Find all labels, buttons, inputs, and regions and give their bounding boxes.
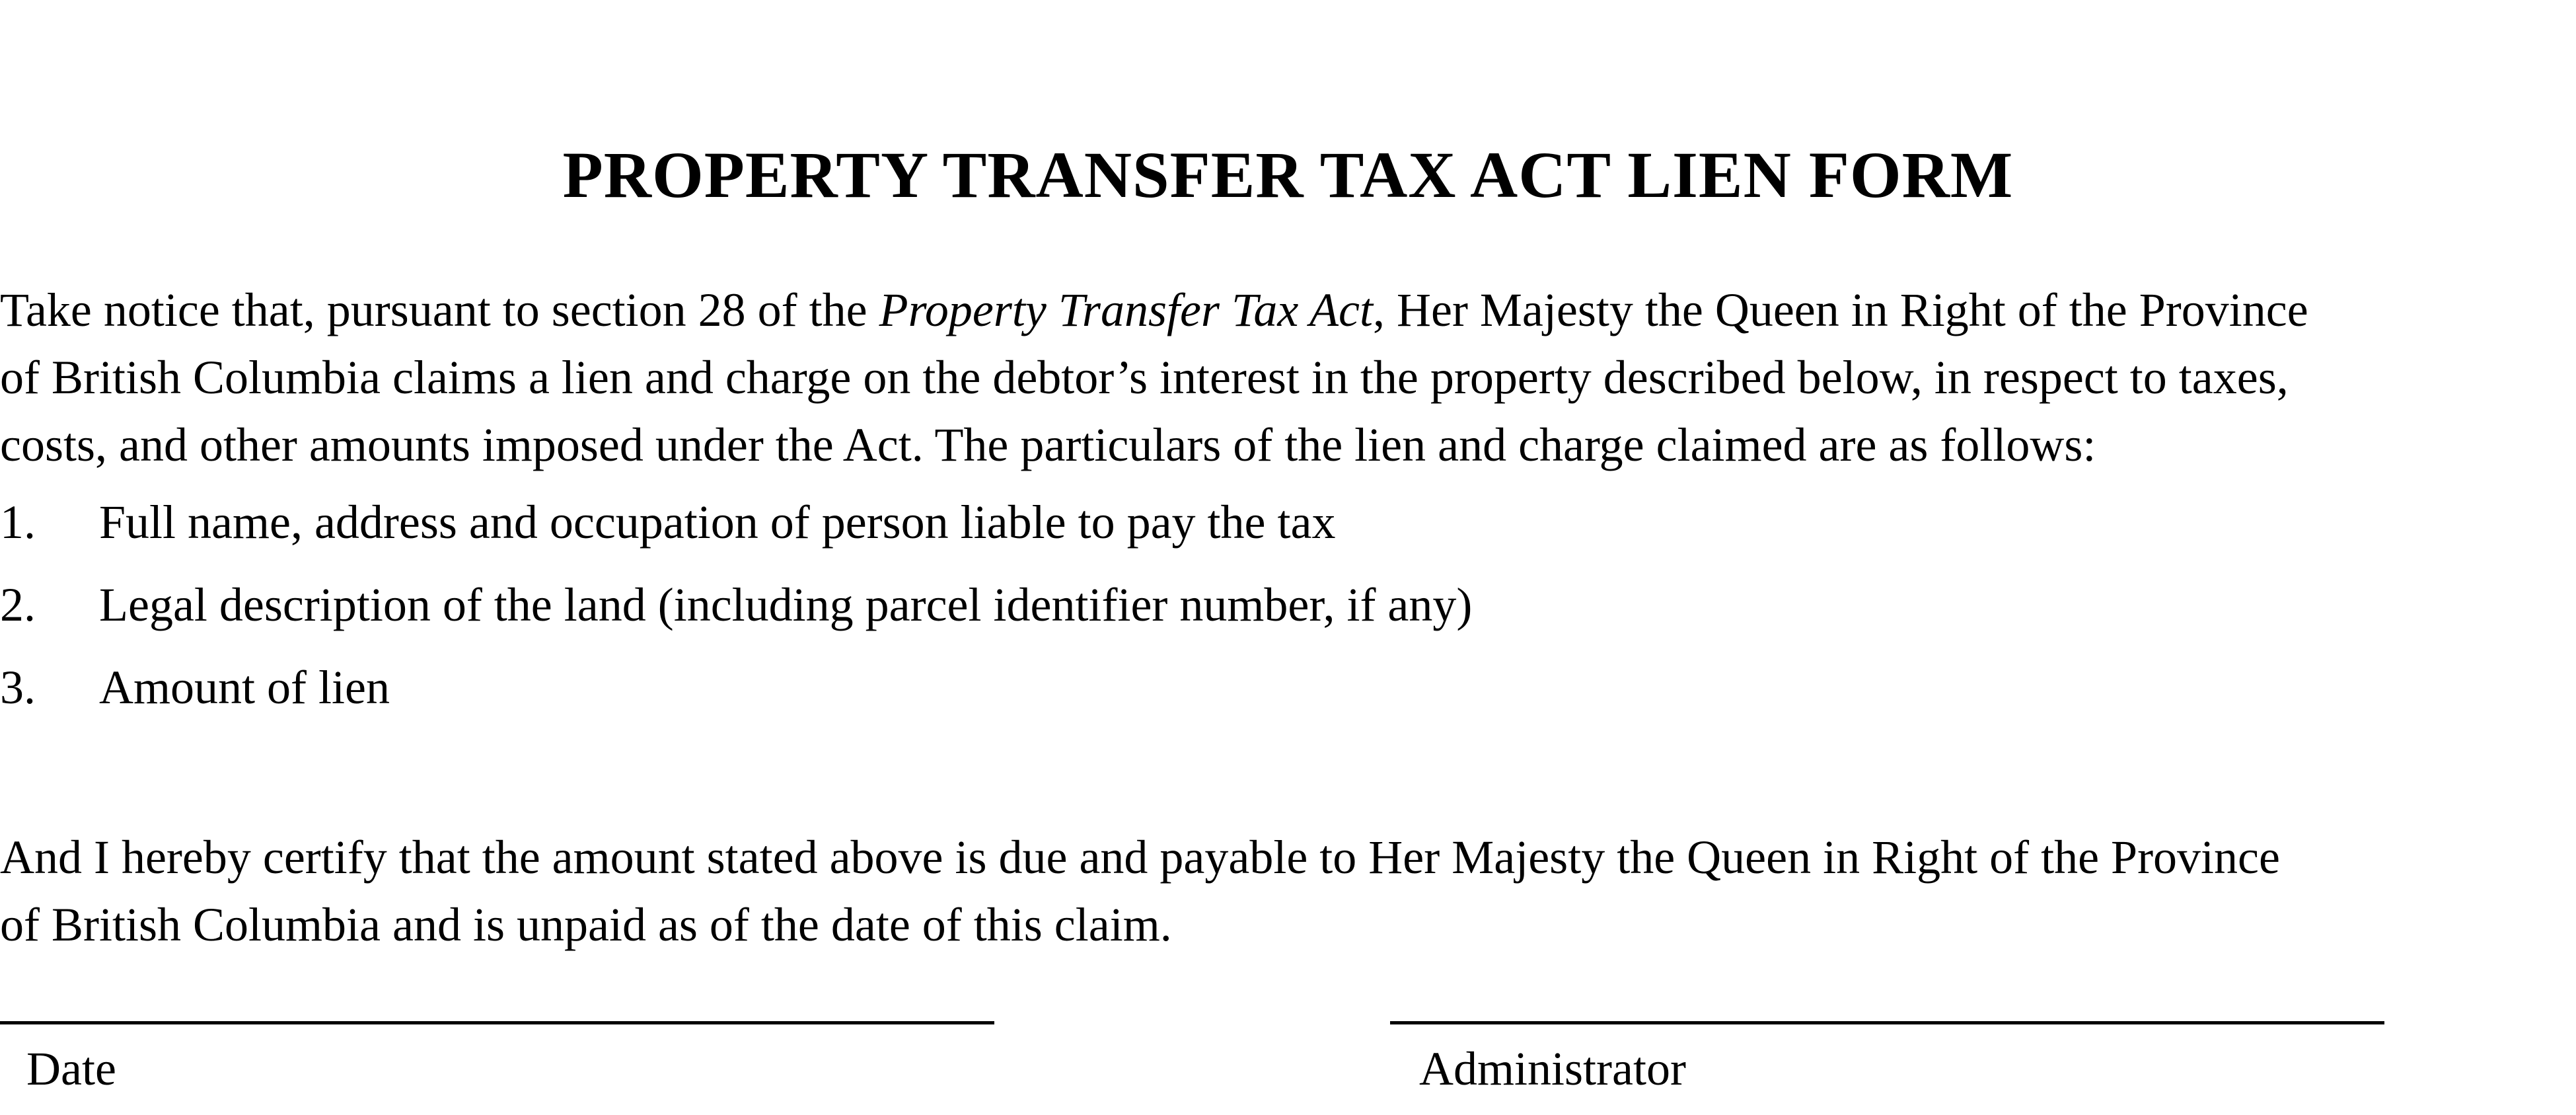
- notice-paragraph: [0, 276, 2308, 479]
- date-label: Date: [26, 1042, 116, 1095]
- list-item-number: 3.: [0, 661, 36, 714]
- list-item-label: Full name, address and occupation of person liable to pay the tax: [99, 496, 1336, 549]
- certification-paragraph: [0, 824, 2280, 958]
- list-item-label: Amount of lien: [99, 661, 390, 714]
- administrator-signature-line: [1390, 1021, 2384, 1024]
- certification-line-1: And I hereby certify that the amount stated above is due and payable to Her Majesty the Queen in Right of the Province: [0, 831, 2280, 884]
- list-item-label: Legal description of the land (including parcel identifier number, if any): [99, 578, 1473, 631]
- date-signature-line: [0, 1021, 994, 1024]
- notice-line-2: of British Columbia claims a lien and charge on the debtor’s interest in the property described below, in respect to taxes,: [0, 351, 2289, 404]
- notice-line-3: costs, and other amounts imposed under the Act. The particulars of the lien and charge claimed are as follows:: [0, 418, 2096, 471]
- page-title: PROPERTY TRANSFER TAX ACT LIEN FORM: [562, 138, 2014, 211]
- list-item-number: 1.: [0, 496, 36, 549]
- list-item-number: 2.: [0, 578, 36, 631]
- act-name: Property Transfer Tax Act: [879, 284, 1373, 336]
- notice-line-1: Take notice that, pursuant to section 28 of the Property Transfer Tax Act, Her Majesty the Queen in Right of the Province: [0, 284, 2308, 336]
- administrator-label: Administrator: [1419, 1042, 1686, 1095]
- certification-line-2: of British Columbia and is unpaid as of the date of this claim.: [0, 898, 1172, 951]
